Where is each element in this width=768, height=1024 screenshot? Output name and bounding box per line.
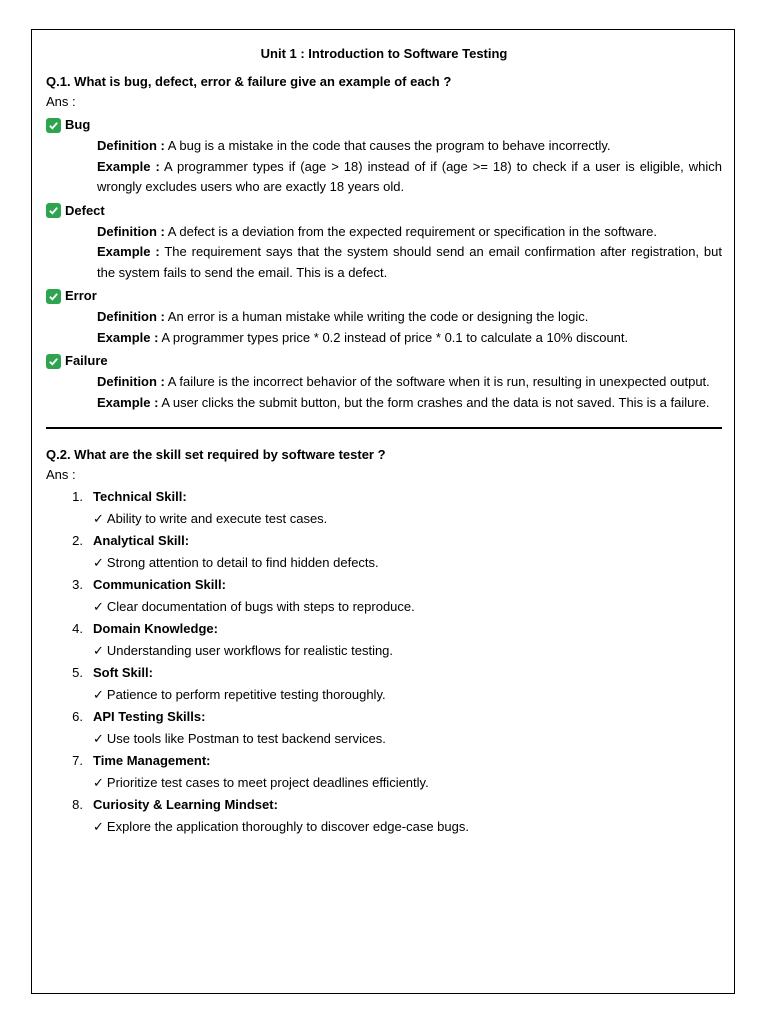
checkmark-icon (46, 203, 61, 218)
skill-content (93, 531, 379, 573)
example-label: Example : (97, 158, 160, 174)
item-number: 4. (72, 621, 83, 636)
term-label: Bug (65, 117, 91, 132)
skill-desc-text: Patience to perform repetitive testing thoroughly. (106, 687, 386, 702)
example (97, 242, 722, 283)
list-item (46, 487, 722, 529)
list-item (46, 619, 722, 661)
definition (97, 222, 722, 243)
item-number: 1. (72, 489, 83, 504)
question-2: Q.2. What are the skill set required by software tester ? (46, 447, 386, 462)
definition-text: A bug is a mistake in the code that causes the program to behave incorrectly. (167, 138, 611, 153)
skill-content (93, 619, 393, 661)
skill-name: Technical Skill: (93, 489, 187, 504)
example-text: A user clicks the submit button, but the form crashes and the data is not saved. This is a failure. (161, 394, 710, 410)
skill-name: Analytical Skill: (93, 533, 190, 548)
skill-description (93, 817, 469, 837)
skill-desc-text: Ability to write and execute test cases. (106, 511, 328, 526)
skill-content (93, 795, 469, 837)
skill-name: Communication Skill: (93, 577, 226, 592)
tick-icon: ✓ (93, 599, 104, 614)
skill-description (93, 729, 386, 749)
skill-content (93, 751, 429, 793)
tick-icon: ✓ (93, 555, 104, 570)
list-item (46, 575, 722, 617)
term-heading (46, 350, 722, 372)
term-label: Defect (65, 202, 105, 218)
term-label: Failure (65, 353, 108, 368)
skill-description (93, 685, 386, 705)
example (97, 393, 722, 414)
example (97, 328, 722, 349)
section-divider (46, 427, 722, 429)
definition (97, 307, 722, 328)
skill-name: Domain Knowledge: (93, 621, 218, 636)
definition-label: Definition : (97, 138, 165, 153)
skill-desc-text: Prioritize test cases to meet project deadlines efficiently. (106, 775, 429, 790)
skill-name: Soft Skill: (93, 665, 153, 680)
definition-label: Definition : (97, 309, 165, 324)
example-text: A programmer types price * 0.2 instead of price * 0.1 to calculate a 10% discount. (161, 329, 629, 345)
skill-desc-text: Understanding user workflows for realistic testing. (106, 643, 394, 658)
term-label: Error (65, 288, 97, 303)
item-number: 7. (72, 753, 83, 768)
definition-label: Definition : (97, 223, 165, 239)
term-heading (46, 285, 722, 307)
item-number: 2. (72, 533, 83, 548)
skill-description (93, 773, 429, 793)
answer-label-1: Ans : (46, 94, 76, 109)
skill-description (93, 509, 327, 529)
list-item (46, 707, 722, 749)
definition (97, 136, 722, 157)
term-heading (46, 114, 722, 136)
skill-content (93, 487, 327, 529)
unit-title: Unit 1 : Introduction to Software Testing (260, 46, 508, 61)
skill-desc-text: Use tools like Postman to test backend services. (106, 731, 386, 746)
item-number: 5. (72, 665, 83, 680)
item-number: 3. (72, 577, 83, 592)
item-number: 6. (72, 709, 83, 724)
skills-list (46, 487, 722, 837)
tick-icon: ✓ (93, 819, 104, 834)
item-number: 8. (72, 797, 83, 812)
term-detail (97, 307, 722, 348)
checkmark-icon (46, 289, 61, 304)
example (97, 157, 722, 198)
skill-name: Curiosity & Learning Mindset: (93, 797, 278, 812)
definition (97, 372, 722, 393)
document (46, 40, 722, 839)
list-item (46, 663, 722, 705)
example-label: Example : (97, 244, 160, 259)
skill-description (93, 641, 393, 661)
term-detail (97, 222, 722, 284)
tick-icon: ✓ (93, 511, 104, 526)
tick-icon: ✓ (93, 643, 104, 658)
tick-icon: ✓ (93, 775, 104, 790)
skill-name: Time Management: (93, 753, 211, 768)
skill-description (93, 597, 415, 617)
checkmark-icon (46, 354, 61, 369)
skill-content (93, 707, 386, 749)
tick-icon: ✓ (93, 731, 104, 746)
definition-label: Definition : (97, 374, 165, 389)
example-text: The requirement says that the system should send an email confirmation after registration, but the system fails to send the email. This is a defect. (97, 244, 722, 280)
term-heading (46, 200, 722, 222)
list-item (46, 531, 722, 573)
skill-desc-text: Explore the application thoroughly to discover edge-case bugs. (106, 819, 469, 834)
definition-text: An error is a human mistake while writing the code or designing the logic. (167, 309, 589, 324)
definition-text: A failure is the incorrect behavior of the software when it is run, resulting in unexpected output. (167, 374, 710, 389)
skill-content (93, 663, 386, 705)
question-1: Q.1. What is bug, defect, error & failure give an example of each ? (46, 74, 452, 89)
skill-description (93, 553, 379, 573)
example-label: Example : (97, 394, 159, 410)
list-item (46, 751, 722, 793)
skill-desc-text: Strong attention to detail to find hidden defects. (106, 555, 379, 570)
definition-text: A defect is a deviation from the expected requirement or specification in the software. (167, 223, 658, 239)
list-item (46, 795, 722, 837)
answer-label-2: Ans : (46, 467, 76, 482)
checkmark-icon (46, 118, 61, 133)
skill-name: API Testing Skills: (93, 709, 206, 724)
tick-icon: ✓ (93, 687, 104, 702)
term-detail (97, 372, 722, 413)
q1-terms (46, 114, 722, 413)
example-label: Example : (97, 329, 159, 345)
term-detail (97, 136, 722, 198)
skill-desc-text: Clear documentation of bugs with steps to reproduce. (106, 599, 415, 614)
example-text: A programmer types if (age > 18) instead of if (age >= 18) to check if a user is eligible, which wrongly excludes users who are exactly 18 years old. (97, 158, 722, 194)
skill-content (93, 575, 415, 617)
